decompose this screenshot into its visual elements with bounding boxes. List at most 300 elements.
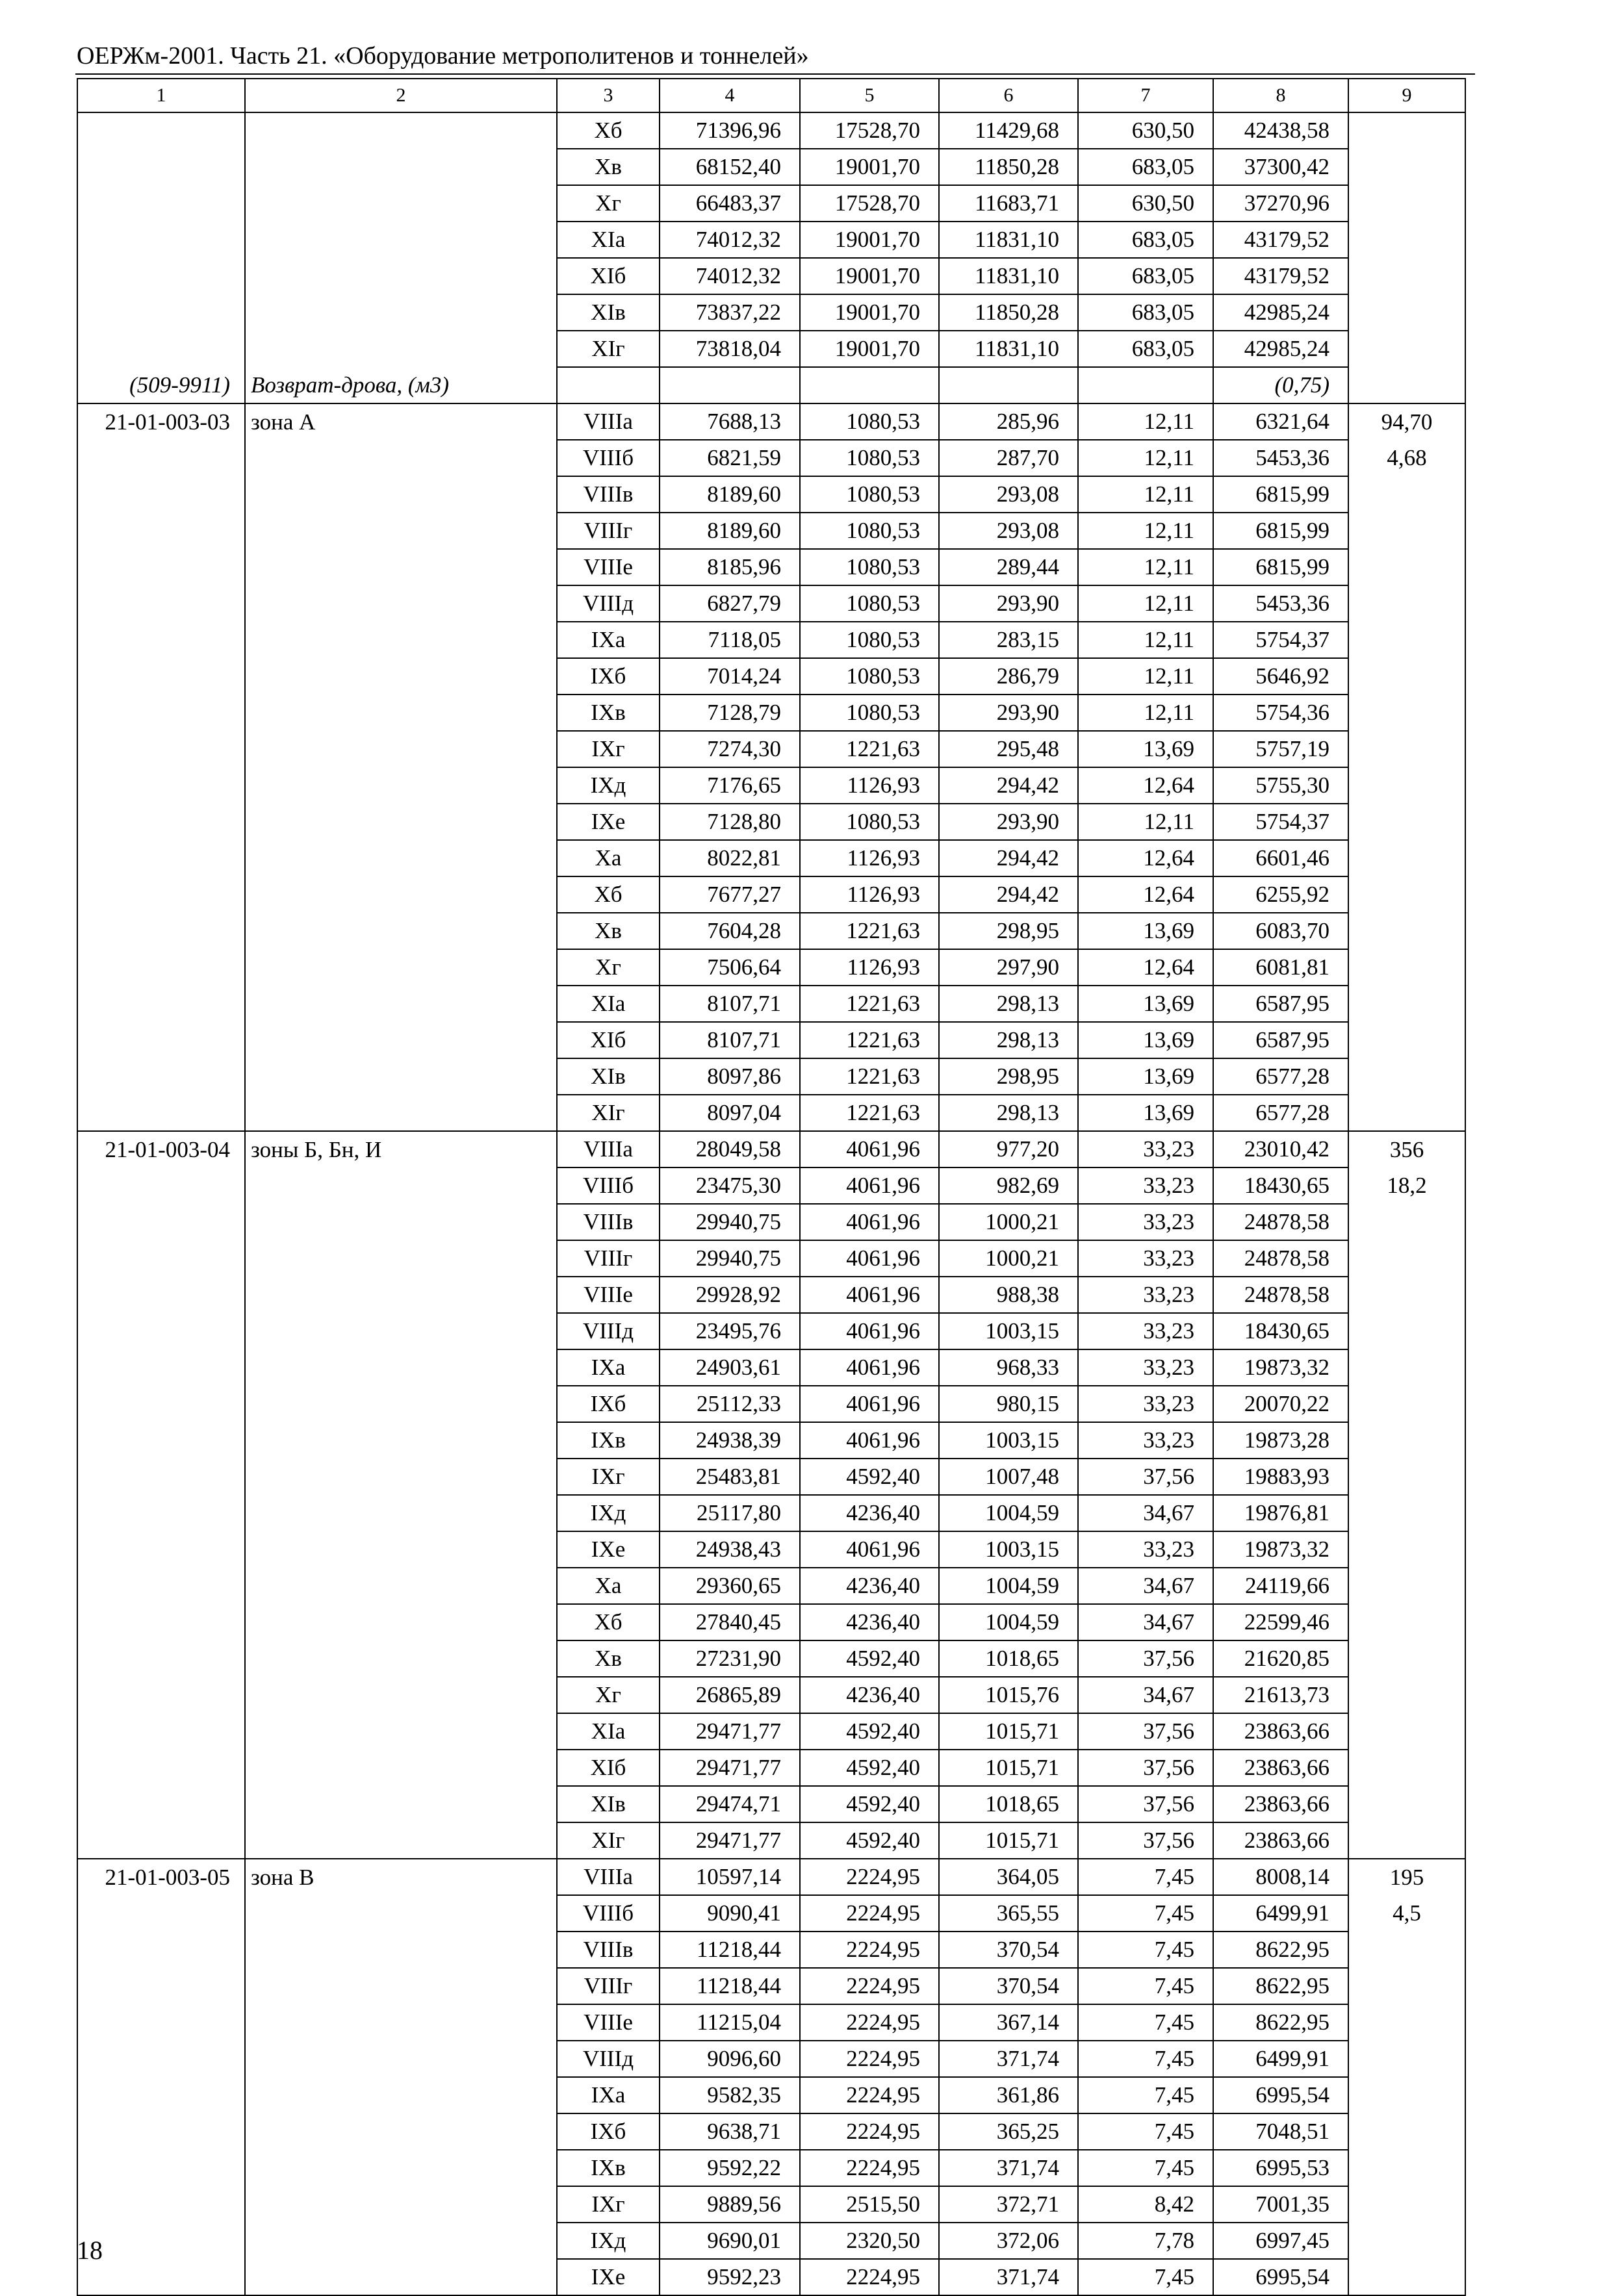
subcode-cell: IXв [557,1422,660,1459]
norm-cell [1348,949,1465,986]
machine-cost-cell: 293,90 [939,585,1078,622]
subcode-cell: VIIIа [557,1859,660,1895]
code-cell [77,1240,245,1277]
machine-cost-cell: 1004,59 [939,1604,1078,1640]
machine-cost-cell: 977,20 [939,1131,1078,1167]
machinist-wage-cell: 12,64 [1078,840,1213,876]
machinist-wage-cell: 12,64 [1078,949,1213,986]
direct-cost-cell: 25112,33 [660,1386,800,1422]
materials-cost-cell: 20070,22 [1213,1386,1348,1422]
name-cell [245,1022,557,1058]
materials-cost-cell: 24878,58 [1213,1277,1348,1313]
column-number: 1 [77,79,245,112]
labor-cost-cell: 4061,96 [800,1167,939,1204]
materials-cost-cell: 8622,95 [1213,2004,1348,2041]
norm-cell [1348,258,1465,294]
subcode-cell: Xв [557,1640,660,1677]
machinist-wage-cell: 13,69 [1078,986,1213,1022]
machinist-wage-cell: 683,05 [1078,149,1213,185]
machine-cost-cell: 295,48 [939,731,1078,767]
machinist-wage-cell: 683,05 [1078,294,1213,331]
direct-cost-cell: 11215,04 [660,2004,800,2041]
code-cell [77,1786,245,1822]
machinist-wage-cell: 37,56 [1078,1786,1213,1822]
labor-cost-cell: 4061,96 [800,1531,939,1568]
code-cell [77,1495,245,1531]
code-cell: 21-01-003-05 [77,1859,245,1895]
machinist-wage-cell: 33,23 [1078,1349,1213,1386]
labor-cost-cell: 4061,96 [800,1131,939,1167]
materials-cost-cell: 19883,93 [1213,1459,1348,1495]
machine-cost-cell: 1000,21 [939,1240,1078,1277]
code-cell [77,622,245,658]
labor-cost-cell: 2224,95 [800,2113,939,2150]
machinist-wage-cell: 37,56 [1078,1750,1213,1786]
machinist-wage-cell: 37,56 [1078,1459,1213,1495]
machinist-wage-cell: 683,05 [1078,258,1213,294]
code-cell [77,513,245,549]
norm-cell [1348,1713,1465,1750]
machinist-wage-cell: 7,45 [1078,2077,1213,2113]
code-cell [77,149,245,185]
subcode-cell: VIIIв [557,1932,660,1968]
norm-cell [1348,1095,1465,1131]
code-cell [77,1167,245,1204]
labor-cost-cell: 4061,96 [800,1277,939,1313]
subcode-cell: XIг [557,1095,660,1131]
norm-cell [1348,1349,1465,1386]
name-cell [245,513,557,549]
machinist-wage-cell: 7,45 [1078,2041,1213,2077]
norm-cell [1348,367,1465,403]
norm-cell [1348,1495,1465,1531]
machinist-wage-cell: 34,67 [1078,1677,1213,1713]
subcode-cell: IXв [557,2150,660,2186]
subcode-cell: VIIIв [557,1204,660,1240]
table-row [77,112,1465,149]
machinist-wage-cell: 33,23 [1078,1131,1213,1167]
table-row [77,549,1465,585]
code-cell [77,294,245,331]
machinist-wage-cell: 683,05 [1078,331,1213,367]
empty-cell [800,367,939,403]
labor-cost-cell: 1080,53 [800,440,939,476]
subcode-cell: VIIIа [557,403,660,440]
norm-cell [1348,1422,1465,1459]
subcode-cell: Xг [557,185,660,222]
norm-cell [1348,695,1465,731]
direct-cost-cell: 7677,27 [660,876,800,913]
direct-cost-cell: 73837,22 [660,294,800,331]
machine-cost-cell: 298,95 [939,1058,1078,1095]
code-cell [77,986,245,1022]
name-cell [245,2041,557,2077]
machine-cost-cell: 372,06 [939,2223,1078,2259]
subcode-cell: Xа [557,1568,660,1604]
labor-cost-cell: 1221,63 [800,1095,939,1131]
code-cell: 21-01-003-03 [77,403,245,440]
subcode-cell: XIв [557,1058,660,1095]
machinist-wage-cell: 630,50 [1078,112,1213,149]
name-cell: зоны Б, Бн, И [245,1131,557,1167]
norm-cell [1348,585,1465,622]
table-row [77,1786,1465,1822]
labor-cost-cell: 19001,70 [800,149,939,185]
table-row [77,767,1465,804]
direct-cost-cell: 71396,96 [660,112,800,149]
table-row [77,658,1465,695]
name-cell [245,1204,557,1240]
direct-cost-cell: 9592,22 [660,2150,800,2186]
machinist-wage-cell: 630,50 [1078,185,1213,222]
machine-cost-cell: 294,42 [939,840,1078,876]
column-number: 9 [1348,79,1465,112]
name-cell [245,1313,557,1349]
machinist-wage-cell: 7,45 [1078,2113,1213,2150]
subcode-cell: IXг [557,731,660,767]
subcode-cell: VIIIе [557,549,660,585]
code-cell [77,331,245,367]
table-row [77,331,1465,367]
name-cell [245,440,557,476]
labor-cost-cell: 4061,96 [800,1240,939,1277]
name-cell [245,804,557,840]
machine-cost-cell: 11831,10 [939,331,1078,367]
materials-cost-cell: 22599,46 [1213,1604,1348,1640]
labor-cost-cell: 1080,53 [800,476,939,513]
direct-cost-cell: 7506,64 [660,949,800,986]
materials-cost-cell: 24119,66 [1213,1568,1348,1604]
direct-cost-cell: 6821,59 [660,440,800,476]
machine-cost-cell: 289,44 [939,549,1078,585]
machinist-wage-cell: 7,45 [1078,1859,1213,1895]
code-cell [77,1713,245,1750]
direct-cost-cell: 8022,81 [660,840,800,876]
subcode-cell: XIг [557,331,660,367]
table-row [77,2150,1465,2186]
direct-cost-cell: 27231,90 [660,1640,800,1677]
norm-cell [1348,2077,1465,2113]
machinist-wage-cell: 33,23 [1078,1204,1213,1240]
materials-cost-cell: 6815,99 [1213,513,1348,549]
norm-cell: 18,2 [1348,1167,1465,1204]
table-row [77,1349,1465,1386]
name-cell [245,1422,557,1459]
materials-cost-cell: 6995,54 [1213,2259,1348,2295]
table-row [77,1640,1465,1677]
machine-cost-cell: 287,70 [939,440,1078,476]
materials-cost-cell: 5646,92 [1213,658,1348,695]
table-row [77,258,1465,294]
norm-cell [1348,1277,1465,1313]
subcode-cell: VIIIг [557,1240,660,1277]
norm-cell [1348,1640,1465,1677]
machinist-wage-cell: 12,11 [1078,403,1213,440]
name-cell [245,1822,557,1859]
labor-cost-cell: 4592,40 [800,1750,939,1786]
table-row [77,731,1465,767]
subcode-cell: Xб [557,112,660,149]
table-row [77,949,1465,986]
materials-cost-cell: 5453,36 [1213,585,1348,622]
table-row [77,1422,1465,1459]
norm-cell [1348,149,1465,185]
norm-cell [1348,658,1465,695]
machinist-wage-cell: 7,45 [1078,2004,1213,2041]
direct-cost-cell: 25117,80 [660,1495,800,1531]
direct-cost-cell: 7128,79 [660,695,800,731]
norm-cell [1348,876,1465,913]
column-number: 6 [939,79,1078,112]
direct-cost-cell: 8107,71 [660,1022,800,1058]
subcode-cell: Xг [557,1677,660,1713]
column-number: 5 [800,79,939,112]
machine-cost-cell: 1004,59 [939,1495,1078,1531]
machinist-wage-cell: 33,23 [1078,1386,1213,1422]
header-divider [75,73,1475,75]
name-cell [245,840,557,876]
machine-cost-cell: 364,05 [939,1859,1078,1895]
labor-cost-cell: 2224,95 [800,2150,939,2186]
name-cell [245,731,557,767]
name-cell [245,1531,557,1568]
machine-cost-cell: 11683,71 [939,185,1078,222]
direct-cost-cell: 24938,43 [660,1531,800,1568]
materials-cost-cell: 7048,51 [1213,2113,1348,2150]
norm-cell [1348,986,1465,1022]
direct-cost-cell: 25483,81 [660,1459,800,1495]
name-cell [245,913,557,949]
column-number: 3 [557,79,660,112]
machine-cost-cell: 361,86 [939,2077,1078,2113]
direct-cost-cell: 9889,56 [660,2186,800,2223]
machinist-wage-cell: 12,11 [1078,440,1213,476]
subcode-cell: Xб [557,1604,660,1640]
machine-cost-cell: 1003,15 [939,1313,1078,1349]
code-cell [77,1349,245,1386]
name-cell [245,1495,557,1531]
labor-cost-cell: 2224,95 [800,1968,939,2004]
materials-cost-cell: 6499,91 [1213,2041,1348,2077]
labor-cost-cell: 4236,40 [800,1677,939,1713]
norm-cell [1348,1604,1465,1640]
machine-cost-cell: 370,54 [939,1968,1078,2004]
norm-cell [1348,1531,1465,1568]
machine-cost-cell: 1015,71 [939,1822,1078,1859]
norms-table [77,78,1466,2296]
table-row [77,986,1465,1022]
table-row [77,1932,1465,1968]
materials-cost-cell: 5757,19 [1213,731,1348,767]
subcode-cell: VIIIд [557,585,660,622]
machine-cost-cell: 988,38 [939,1277,1078,1313]
materials-cost-cell: 23863,66 [1213,1822,1348,1859]
code-cell [77,1895,245,1932]
name-cell [245,1277,557,1313]
name-cell [245,1386,557,1422]
name-cell [245,1095,557,1131]
direct-cost-cell: 27840,45 [660,1604,800,1640]
labor-cost-cell: 1080,53 [800,585,939,622]
code-cell [77,840,245,876]
labor-cost-cell: 4592,40 [800,1459,939,1495]
machinist-wage-cell: 37,56 [1078,1640,1213,1677]
name-cell [245,112,557,149]
norm-cell [1348,1786,1465,1822]
name-cell [245,2077,557,2113]
table-row [77,2041,1465,2077]
table-row [77,1895,1465,1932]
machinist-wage-cell: 7,45 [1078,1932,1213,1968]
machine-cost-cell: 1003,15 [939,1422,1078,1459]
machine-cost-cell: 365,25 [939,2113,1078,2150]
code-cell [77,2113,245,2150]
table-row [77,1968,1465,2004]
name-cell [245,1968,557,2004]
machine-cost-cell: 365,55 [939,1895,1078,1932]
materials-cost-cell: 5754,36 [1213,695,1348,731]
direct-cost-cell: 8097,86 [660,1058,800,1095]
code-cell [77,476,245,513]
table-row [77,1531,1465,1568]
materials-cost-cell: 5754,37 [1213,804,1348,840]
machinist-wage-cell: 12,11 [1078,804,1213,840]
labor-cost-cell: 2320,50 [800,2223,939,2259]
labor-cost-cell: 1126,93 [800,840,939,876]
norm-cell [1348,2150,1465,2186]
materials-cost-cell: 43179,52 [1213,258,1348,294]
column-number: 4 [660,79,800,112]
machinist-wage-cell: 33,23 [1078,1277,1213,1313]
empty-cell [557,367,660,403]
machinist-wage-cell: 34,67 [1078,1568,1213,1604]
direct-cost-cell: 23475,30 [660,1167,800,1204]
direct-cost-cell: 8097,04 [660,1095,800,1131]
machine-cost-cell: 283,15 [939,622,1078,658]
name-cell [245,986,557,1022]
machinist-wage-cell: 37,56 [1078,1713,1213,1750]
direct-cost-cell: 7176,65 [660,767,800,804]
direct-cost-cell: 29940,75 [660,1204,800,1240]
name-cell [245,1568,557,1604]
materials-cost-cell: 6255,92 [1213,876,1348,913]
subcode-cell: IXе [557,1531,660,1568]
norm-cell [1348,1386,1465,1422]
table-row [77,1568,1465,1604]
subcode-cell: IXг [557,1459,660,1495]
subcode-cell: VIIIе [557,2004,660,2041]
code-cell [77,804,245,840]
column-number: 2 [245,79,557,112]
machinist-wage-cell: 12,64 [1078,876,1213,913]
code-cell [77,658,245,695]
norm-cell: 94,70 [1348,403,1465,440]
labor-cost-cell: 1080,53 [800,549,939,585]
norm-cell [1348,1022,1465,1058]
name-cell [245,767,557,804]
subcode-cell: VIIIб [557,440,660,476]
machinist-wage-cell: 8,42 [1078,2186,1213,2223]
table-row [77,2223,1465,2259]
direct-cost-cell: 29474,71 [660,1786,800,1822]
code-cell [77,440,245,476]
machine-cost-cell: 367,14 [939,2004,1078,2041]
table-row [77,2113,1465,2150]
norm-cell: 4,68 [1348,440,1465,476]
table-row [77,913,1465,949]
norm-cell [1348,1932,1465,1968]
subcode-cell: XIб [557,1022,660,1058]
direct-cost-cell: 74012,32 [660,222,800,258]
subcode-cell: VIIIд [557,1313,660,1349]
code-cell [77,1277,245,1313]
table-row [77,1677,1465,1713]
table-row [77,403,1465,440]
labor-cost-cell: 4061,96 [800,1349,939,1386]
labor-cost-cell: 1080,53 [800,804,939,840]
subcode-cell: VIIIа [557,1131,660,1167]
labor-cost-cell: 19001,70 [800,222,939,258]
machinist-wage-cell: 12,11 [1078,695,1213,731]
name-cell [245,1932,557,1968]
empty-cell [939,367,1078,403]
materials-cost-cell: 6815,99 [1213,549,1348,585]
norm-cell [1348,1313,1465,1349]
norm-cell [1348,1968,1465,2004]
name-cell [245,622,557,658]
machine-cost-cell: 11850,28 [939,149,1078,185]
table-row [77,1713,1465,1750]
machine-cost-cell: 297,90 [939,949,1078,986]
direct-cost-cell: 6827,79 [660,585,800,622]
code-cell [77,1022,245,1058]
code-cell [77,585,245,622]
table-row [77,1459,1465,1495]
code-cell [77,1095,245,1131]
direct-cost-cell: 9690,01 [660,2223,800,2259]
labor-cost-cell: 4236,40 [800,1568,939,1604]
direct-cost-cell: 8189,60 [660,513,800,549]
machine-cost-cell: 980,15 [939,1386,1078,1422]
subcode-cell: IXг [557,2186,660,2223]
machine-cost-cell: 370,54 [939,1932,1078,1968]
norm-cell [1348,2259,1465,2295]
materials-cost-cell: 42438,58 [1213,112,1348,149]
subcode-cell: VIIIг [557,513,660,549]
machinist-wage-cell: 12,11 [1078,476,1213,513]
document-header: ОЕРЖм-2001. Часть 21. «Оборудование метрополитенов и тоннелей» [77,42,809,70]
subcode-cell: IXб [557,658,660,695]
machine-cost-cell: 371,74 [939,2150,1078,2186]
code-cell [77,549,245,585]
code-cell [77,913,245,949]
direct-cost-cell: 28049,58 [660,1131,800,1167]
labor-cost-cell: 4061,96 [800,1313,939,1349]
machinist-wage-cell: 37,56 [1078,1822,1213,1859]
table-row [77,1604,1465,1640]
norm-cell: 356 [1348,1131,1465,1167]
machinist-wage-cell: 7,45 [1078,2259,1213,2295]
name-cell [245,1640,557,1677]
code-cell [77,2041,245,2077]
materials-cost-cell: 43179,52 [1213,222,1348,258]
materials-cost-cell: 6587,95 [1213,986,1348,1022]
table-row [77,2186,1465,2223]
machine-cost-cell: 294,42 [939,876,1078,913]
labor-cost-cell: 1221,63 [800,1058,939,1095]
code-cell [77,1968,245,2004]
table-row [77,1204,1465,1240]
